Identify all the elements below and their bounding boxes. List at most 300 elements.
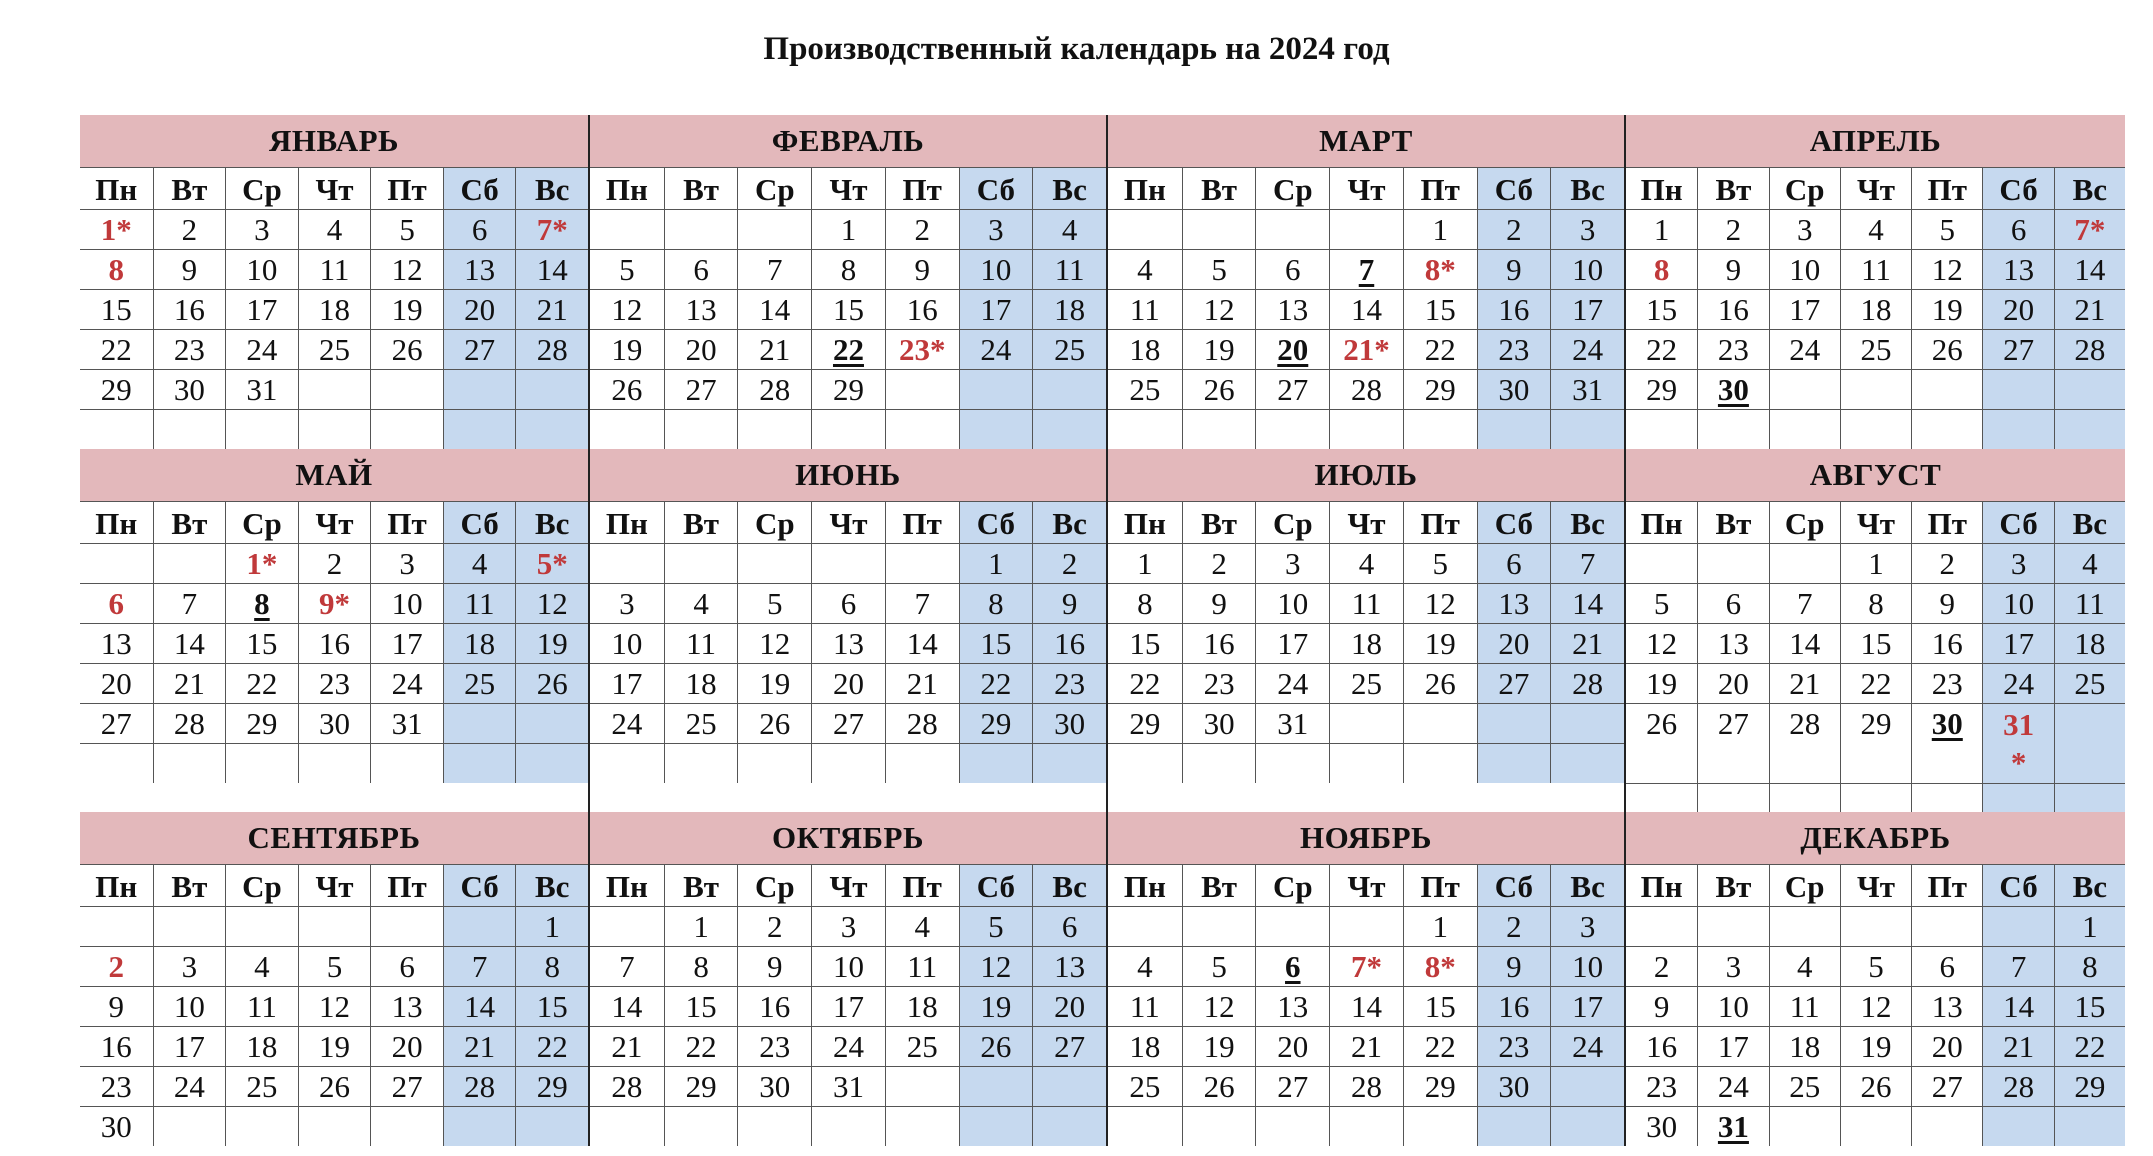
day-cell: 9 [1477, 946, 1551, 986]
day-cell: 29 [1403, 369, 1477, 409]
day-cell: 13 [443, 249, 516, 289]
day-cell: 28 [1982, 1066, 2053, 1106]
shortened-day: 20 [1255, 329, 1329, 369]
day-cell: 9 [737, 946, 811, 986]
day-cell: 17 [1550, 289, 1624, 329]
day-cell: 23 [1477, 1026, 1551, 1066]
empty-day-cell [664, 209, 738, 249]
day-cell: 18 [1108, 329, 1182, 369]
day-cell: 26 [1626, 703, 1697, 783]
empty-day-cell [1108, 209, 1182, 249]
day-cell: 19 [298, 1026, 371, 1066]
weekday-header: Чт [1840, 501, 1911, 543]
day-cell: 24 [1769, 329, 1840, 369]
empty-day-cell [370, 1106, 443, 1146]
month-block [80, 812, 588, 1146]
day-cell: 23 [80, 1066, 153, 1106]
weekday-header: Вс [515, 864, 588, 906]
day-cell: 29 [664, 1066, 738, 1106]
empty-day-cell [515, 1106, 588, 1146]
month-name: АПРЕЛЬ [1626, 115, 2125, 167]
empty-day-cell [1840, 369, 1911, 409]
empty-day-cell [885, 543, 959, 583]
empty-day-cell [1626, 409, 1697, 449]
empty-day-cell [443, 906, 516, 946]
empty-day-cell [225, 906, 298, 946]
empty-day-cell [590, 906, 664, 946]
empty-day-cell [298, 906, 371, 946]
weekday-header: Вс [2054, 864, 2125, 906]
day-cell: 16 [1477, 986, 1551, 1026]
weekday-header: Вс [1032, 167, 1106, 209]
month-block [80, 115, 588, 449]
day-cell: 15 [225, 623, 298, 663]
day-cell: 25 [1032, 329, 1106, 369]
day-cell: 24 [590, 703, 664, 743]
day-cell: 24 [1550, 1026, 1624, 1066]
day-cell: 16 [153, 289, 226, 329]
empty-day-cell [225, 409, 298, 449]
day-cell: 1 [1108, 543, 1182, 583]
empty-day-cell [1550, 703, 1624, 743]
day-cell: 12 [1911, 249, 1982, 289]
weekday-header: Чт [1329, 864, 1403, 906]
day-cell: 3 [1982, 543, 2053, 583]
month-days-grid [590, 864, 1106, 1146]
empty-day-cell [80, 409, 153, 449]
day-cell: 10 [1697, 986, 1768, 1026]
month-days-grid [80, 501, 588, 783]
day-cell: 17 [811, 986, 885, 1026]
empty-day-cell [1550, 1066, 1624, 1106]
day-cell: 12 [1182, 289, 1256, 329]
day-cell: 3 [153, 946, 226, 986]
day-cell: 3 [590, 583, 664, 623]
day-cell: 22 [1403, 329, 1477, 369]
day-cell: 4 [298, 209, 371, 249]
empty-day-cell [959, 1066, 1033, 1106]
day-cell: 16 [1911, 623, 1982, 663]
day-cell: 24 [225, 329, 298, 369]
day-cell: 18 [664, 663, 738, 703]
empty-day-cell [959, 743, 1033, 783]
day-cell: 24 [1550, 329, 1624, 369]
day-cell: 26 [1403, 663, 1477, 703]
day-cell: 25 [1769, 1066, 1840, 1106]
empty-day-cell [959, 1106, 1033, 1146]
day-cell: 30 [153, 369, 226, 409]
day-cell: 12 [737, 623, 811, 663]
day-cell: 16 [1182, 623, 1256, 663]
empty-day-cell [737, 409, 811, 449]
day-cell: 20 [80, 663, 153, 703]
day-cell: 4 [1108, 249, 1182, 289]
day-cell: 1 [515, 906, 588, 946]
weekday-header: Сб [959, 501, 1033, 543]
empty-day-cell [370, 409, 443, 449]
day-cell: 4 [1032, 209, 1106, 249]
shortened-day: 30 [1911, 703, 1982, 783]
day-cell: 25 [225, 1066, 298, 1106]
day-cell: 18 [298, 289, 371, 329]
empty-day-cell [1840, 906, 1911, 946]
empty-day-cell [443, 369, 516, 409]
day-cell: 17 [225, 289, 298, 329]
day-cell: 23 [1182, 663, 1256, 703]
weekday-header: Пн [1108, 864, 1182, 906]
day-cell: 30 [80, 1106, 153, 1146]
day-cell: 22 [664, 1026, 738, 1066]
day-cell: 21 [1982, 1026, 2053, 1066]
day-cell: 14 [737, 289, 811, 329]
day-cell: 11 [885, 946, 959, 986]
day-cell: 28 [2054, 329, 2125, 369]
month-name: ЯНВАРЬ [80, 115, 588, 167]
empty-day-cell [811, 743, 885, 783]
empty-day-cell [1550, 743, 1624, 783]
day-cell: 22 [2054, 1026, 2125, 1066]
month-block [1106, 812, 1624, 1146]
day-cell: 17 [370, 623, 443, 663]
day-cell: 30 [1626, 1106, 1697, 1146]
empty-day-cell [1982, 1106, 2053, 1146]
month-block [1106, 115, 1624, 449]
day-cell: 11 [298, 249, 371, 289]
empty-day-cell [1403, 743, 1477, 783]
day-cell: 13 [1477, 583, 1551, 623]
day-cell: 18 [1769, 1026, 1840, 1066]
day-cell: 9 [885, 249, 959, 289]
day-cell: 10 [1550, 249, 1624, 289]
day-cell: 11 [664, 623, 738, 663]
day-cell: 22 [1626, 329, 1697, 369]
day-cell: 29 [811, 369, 885, 409]
empty-day-cell [1108, 743, 1182, 783]
day-cell: 3 [1769, 209, 1840, 249]
day-cell: 3 [370, 543, 443, 583]
empty-day-cell [1255, 743, 1329, 783]
day-cell: 17 [153, 1026, 226, 1066]
empty-day-cell [959, 369, 1033, 409]
day-cell: 14 [1982, 986, 2053, 1026]
empty-day-cell [1911, 369, 1982, 409]
day-cell: 7 [153, 583, 226, 623]
day-cell: 23 [1626, 1066, 1697, 1106]
day-cell: 29 [2054, 1066, 2125, 1106]
day-cell: 31 [370, 703, 443, 743]
weekday-header: Ср [737, 501, 811, 543]
day-cell: 29 [80, 369, 153, 409]
day-cell: 4 [1840, 209, 1911, 249]
day-cell: 18 [1329, 623, 1403, 663]
weekday-header: Пт [1911, 864, 1982, 906]
empty-day-cell [1911, 906, 1982, 946]
empty-day-cell [80, 543, 153, 583]
weekday-header: Вт [1697, 167, 1768, 209]
day-cell: 14 [2054, 249, 2125, 289]
empty-day-cell [1182, 409, 1256, 449]
month-block [588, 812, 1106, 1146]
weekday-header: Пт [885, 167, 959, 209]
day-cell: 24 [811, 1026, 885, 1066]
weekday-header: Сб [443, 501, 516, 543]
empty-day-cell [737, 743, 811, 783]
shortened-day: 22 [811, 329, 885, 369]
empty-day-cell [1840, 1106, 1911, 1146]
day-cell: 12 [1403, 583, 1477, 623]
empty-day-cell [2054, 703, 2125, 783]
day-cell: 4 [1769, 946, 1840, 986]
weekday-header: Вт [153, 501, 226, 543]
day-cell: 19 [737, 663, 811, 703]
empty-day-cell [1032, 1066, 1106, 1106]
day-cell: 20 [1032, 986, 1106, 1026]
holiday-day: 21* [1329, 329, 1403, 369]
weekday-header: Пн [590, 501, 664, 543]
empty-day-cell [1329, 906, 1403, 946]
empty-day-cell [737, 1106, 811, 1146]
empty-day-cell [370, 369, 443, 409]
day-cell: 12 [515, 583, 588, 623]
weekday-header: Вс [1550, 501, 1624, 543]
shortened-day: 7 [1329, 249, 1403, 289]
weekday-header: Сб [1477, 864, 1551, 906]
empty-day-cell [1032, 409, 1106, 449]
empty-day-cell [1626, 543, 1697, 583]
empty-day-cell [811, 409, 885, 449]
empty-day-cell [1032, 743, 1106, 783]
day-cell: 18 [2054, 623, 2125, 663]
empty-day-cell [737, 543, 811, 583]
quarter-row [80, 449, 2125, 823]
holiday-day: 9* [298, 583, 371, 623]
weekday-header: Пт [1403, 167, 1477, 209]
day-cell: 4 [1108, 946, 1182, 986]
weekday-header: Чт [1840, 864, 1911, 906]
day-cell: 7 [1982, 946, 2053, 986]
weekday-header: Вс [1550, 167, 1624, 209]
day-cell: 3 [811, 906, 885, 946]
day-cell: 8 [811, 249, 885, 289]
day-cell: 19 [1403, 623, 1477, 663]
empty-day-cell [1477, 1106, 1551, 1146]
month-block [588, 115, 1106, 449]
month-name: ИЮНЬ [590, 449, 1106, 501]
day-cell: 23 [153, 329, 226, 369]
day-cell: 1 [2054, 906, 2125, 946]
empty-day-cell [298, 743, 371, 783]
day-cell: 5 [590, 249, 664, 289]
empty-day-cell [443, 743, 516, 783]
weekday-header: Чт [298, 864, 371, 906]
empty-day-cell [664, 1106, 738, 1146]
day-cell: 20 [1255, 1026, 1329, 1066]
empty-day-cell [811, 543, 885, 583]
day-cell: 22 [1840, 663, 1911, 703]
empty-day-cell [153, 906, 226, 946]
day-cell: 6 [443, 209, 516, 249]
day-cell: 25 [298, 329, 371, 369]
empty-day-cell [1329, 1106, 1403, 1146]
empty-day-cell [1550, 409, 1624, 449]
day-cell: 6 [370, 946, 443, 986]
day-cell: 14 [443, 986, 516, 1026]
day-cell: 8 [1840, 583, 1911, 623]
day-cell: 26 [515, 663, 588, 703]
empty-day-cell [664, 409, 738, 449]
day-cell: 31 [225, 369, 298, 409]
day-cell: 19 [1626, 663, 1697, 703]
day-cell: 13 [1032, 946, 1106, 986]
holiday-day: 1* [225, 543, 298, 583]
day-cell: 23 [1032, 663, 1106, 703]
empty-day-cell [1255, 906, 1329, 946]
day-cell: 13 [80, 623, 153, 663]
empty-day-cell [1477, 409, 1551, 449]
weekday-header: Пт [1911, 501, 1982, 543]
day-cell: 26 [370, 329, 443, 369]
day-cell: 27 [1911, 1066, 1982, 1106]
weekday-header: Ср [1255, 864, 1329, 906]
holiday-day: 6 [80, 583, 153, 623]
day-cell: 18 [1840, 289, 1911, 329]
holiday-day: 7* [2054, 209, 2125, 249]
empty-day-cell [664, 543, 738, 583]
day-cell: 22 [225, 663, 298, 703]
weekday-header: Ср [1255, 167, 1329, 209]
weekday-header: Ср [1255, 501, 1329, 543]
day-cell: 16 [80, 1026, 153, 1066]
holiday-day: 7* [1329, 946, 1403, 986]
page-title: Производственный календарь на 2024 год [763, 31, 1390, 67]
day-cell: 20 [443, 289, 516, 329]
weekday-header: Пн [590, 167, 664, 209]
empty-day-cell [590, 209, 664, 249]
empty-day-cell [153, 409, 226, 449]
day-cell: 19 [1182, 329, 1256, 369]
empty-day-cell [225, 1106, 298, 1146]
day-cell: 14 [1769, 623, 1840, 663]
day-cell: 17 [1769, 289, 1840, 329]
day-cell: 14 [1329, 986, 1403, 1026]
day-cell: 3 [1255, 543, 1329, 583]
empty-day-cell [1329, 409, 1403, 449]
day-cell: 27 [811, 703, 885, 743]
day-cell: 2 [1032, 543, 1106, 583]
day-cell: 6 [811, 583, 885, 623]
weekday-header: Чт [298, 501, 371, 543]
day-cell: 29 [1840, 703, 1911, 783]
day-cell: 1 [959, 543, 1033, 583]
empty-day-cell [1769, 906, 1840, 946]
weekday-header: Ср [225, 864, 298, 906]
day-cell: 19 [590, 329, 664, 369]
day-cell: 19 [959, 986, 1033, 1026]
empty-day-cell [1108, 1106, 1182, 1146]
day-cell: 8 [959, 583, 1033, 623]
day-cell: 30 [1477, 369, 1551, 409]
empty-day-cell [370, 743, 443, 783]
day-cell: 15 [664, 986, 738, 1026]
month-name: СЕНТЯБРЬ [80, 812, 588, 864]
day-cell: 7 [737, 249, 811, 289]
empty-day-cell [443, 1106, 516, 1146]
weekday-header: Ср [225, 501, 298, 543]
weekday-header: Вт [664, 501, 738, 543]
day-cell: 11 [1840, 249, 1911, 289]
day-cell: 23 [737, 1026, 811, 1066]
day-cell: 8 [2054, 946, 2125, 986]
day-cell: 23 [1477, 329, 1551, 369]
empty-day-cell [225, 743, 298, 783]
weekday-header: Вс [1032, 864, 1106, 906]
weekday-header: Чт [811, 167, 885, 209]
day-cell: 11 [1769, 986, 1840, 1026]
day-cell: 18 [1108, 1026, 1182, 1066]
empty-day-cell [1182, 906, 1256, 946]
holiday-day: 8 [80, 249, 153, 289]
shortened-day: 30 [1697, 369, 1768, 409]
empty-day-cell [1769, 409, 1840, 449]
empty-day-cell [80, 743, 153, 783]
day-cell: 27 [80, 703, 153, 743]
empty-day-cell [443, 409, 516, 449]
weekday-header: Пн [590, 864, 664, 906]
day-cell: 16 [1626, 1026, 1697, 1066]
day-cell: 19 [1840, 1026, 1911, 1066]
month-block [1624, 449, 2125, 823]
day-cell: 4 [225, 946, 298, 986]
empty-day-cell [1108, 409, 1182, 449]
day-cell: 16 [1032, 623, 1106, 663]
day-cell: 14 [1329, 289, 1403, 329]
day-cell: 9 [1911, 583, 1982, 623]
empty-day-cell [1329, 743, 1403, 783]
month-block [588, 449, 1106, 823]
weekday-header: Вт [153, 167, 226, 209]
day-cell: 14 [515, 249, 588, 289]
month-days-grid [1108, 864, 1624, 1146]
day-cell: 10 [590, 623, 664, 663]
day-cell: 26 [737, 703, 811, 743]
day-cell: 12 [1626, 623, 1697, 663]
month-days-grid [80, 167, 588, 449]
day-cell: 4 [443, 543, 516, 583]
day-cell: 13 [664, 289, 738, 329]
empty-day-cell [1697, 906, 1768, 946]
day-cell: 4 [1329, 543, 1403, 583]
empty-day-cell [1697, 409, 1768, 449]
day-cell: 4 [664, 583, 738, 623]
empty-day-cell [298, 369, 371, 409]
day-cell: 1 [1626, 209, 1697, 249]
day-cell: 18 [443, 623, 516, 663]
day-cell: 25 [1840, 329, 1911, 369]
day-cell: 15 [1626, 289, 1697, 329]
weekday-header: Чт [298, 167, 371, 209]
day-cell: 27 [370, 1066, 443, 1106]
day-cell: 29 [225, 703, 298, 743]
day-cell: 5 [1840, 946, 1911, 986]
empty-day-cell [515, 743, 588, 783]
empty-day-cell [1403, 703, 1477, 743]
empty-day-cell [2054, 369, 2125, 409]
day-cell: 12 [1182, 986, 1256, 1026]
weekday-header: Чт [811, 864, 885, 906]
day-cell: 28 [1329, 369, 1403, 409]
weekday-header: Ср [737, 167, 811, 209]
day-cell: 20 [1982, 289, 2053, 329]
